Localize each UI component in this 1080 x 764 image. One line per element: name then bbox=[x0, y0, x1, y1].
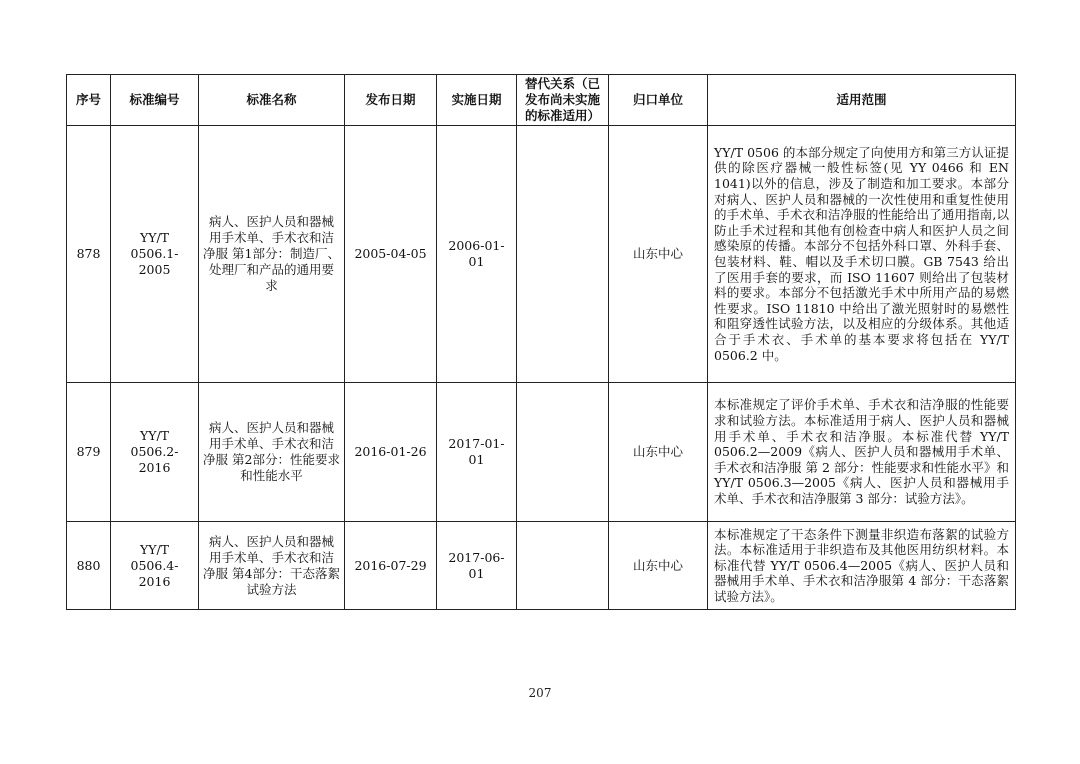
cell-code: YY/T 0506.4-2016 bbox=[111, 522, 199, 610]
header-publish-date: 发布日期 bbox=[345, 75, 437, 126]
header-replacement: 替代关系（已发布尚未实施的标准适用） bbox=[517, 75, 609, 126]
cell-code: YY/T 0506.1-2005 bbox=[111, 126, 199, 383]
cell-scope: 本标准规定了干态条件下测量非织造布落絮的试验方法。本标准适用于非织造布及其他医用纺织材料。本标准代替 YY/T 0506.4—2005《病人、医护人员和器械用手术单、手术衣和洁净服第 4 部分：干态落絮试验方法》。 bbox=[708, 522, 1016, 610]
cell-replacement bbox=[517, 126, 609, 383]
header-department: 归口单位 bbox=[609, 75, 708, 126]
header-scope: 适用范围 bbox=[708, 75, 1016, 126]
table-row bbox=[67, 126, 1016, 383]
cell-publish-date: 2005-04-05 bbox=[345, 126, 437, 383]
cell-department: 山东中心 bbox=[609, 522, 708, 610]
cell-department: 山东中心 bbox=[609, 383, 708, 522]
standards-table bbox=[66, 74, 1016, 610]
cell-publish-date: 2016-07-29 bbox=[345, 522, 437, 610]
table-row bbox=[67, 522, 1016, 610]
header-implement-date: 实施日期 bbox=[437, 75, 517, 126]
cell-name: 病人、医护人员和器械用手术单、手术衣和洁净服 第2部分：性能要求和性能水平 bbox=[199, 383, 345, 522]
cell-implement-date: 2017-01-01 bbox=[437, 383, 517, 522]
header-seq: 序号 bbox=[67, 75, 111, 126]
table-row bbox=[67, 383, 1016, 522]
cell-seq: 878 bbox=[67, 126, 111, 383]
header-name: 标准名称 bbox=[199, 75, 345, 126]
cell-replacement bbox=[517, 522, 609, 610]
cell-implement-date: 2017-06-01 bbox=[437, 522, 517, 610]
cell-name: 病人、医护人员和器械用手术单、手术衣和洁净服 第4部分：干态落絮试验方法 bbox=[199, 522, 345, 610]
page-number: 207 bbox=[528, 686, 552, 700]
cell-code: YY/T 0506.2-2016 bbox=[111, 383, 199, 522]
cell-scope: 本标准规定了评价手术单、手术衣和洁净服的性能要求和试验方法。本标准适用于病人、医护人员和器械用手术单、手术衣和洁净服。本标准代替 YY/T 0506.2—2009《病人、医护人员和器械用手术单、手术衣和洁净服 第 2 部分：性能要求和性能水平》和 YY/T 0506.3—2005《病人、医护人员和器械用手术单、手术衣和洁净服第 3 部分：试验方法》。 bbox=[708, 383, 1016, 522]
header-row bbox=[67, 75, 1016, 126]
cell-replacement bbox=[517, 383, 609, 522]
header-code: 标准编号 bbox=[111, 75, 199, 126]
cell-implement-date: 2006-01-01 bbox=[437, 126, 517, 383]
cell-seq: 880 bbox=[67, 522, 111, 610]
cell-seq: 879 bbox=[67, 383, 111, 522]
cell-scope: YY/T 0506 的本部分规定了向使用方和第三方认证提供的除医疗器械一般性标签(见 YY 0466 和 EN 1041)以外的信息，涉及了制造和加工要求。本部分对病人、医护人员和器械的一次性使用和重复性使用的手术单、手术衣和洁净服的性能给出了通用指南,以防止手术过程和其他有创检查中病人和医护人员之间感染原的传播。本部分不包括外科口罩、外科手套、包装材料、鞋、帽以及手术切口膜。GB 7543 给出了医用手套的要求，而 ISO 11607 则给出了包装材料的要求。本部分不包括激光手术中所用产品的易燃性要求。ISO 11810 中给出了激光照射时的易燃性和阻穿透性试验方法，以及相应的分级体系。其他适合于手术衣、手术单的基本要求将包括在 YY/T 0506.2 中。 bbox=[708, 126, 1016, 383]
cell-department: 山东中心 bbox=[609, 126, 708, 383]
cell-name: 病人、医护人员和器械用手术单、手术衣和洁净服 第1部分：制造厂、处理厂和产品的通用要求 bbox=[199, 126, 345, 383]
cell-publish-date: 2016-01-26 bbox=[345, 383, 437, 522]
